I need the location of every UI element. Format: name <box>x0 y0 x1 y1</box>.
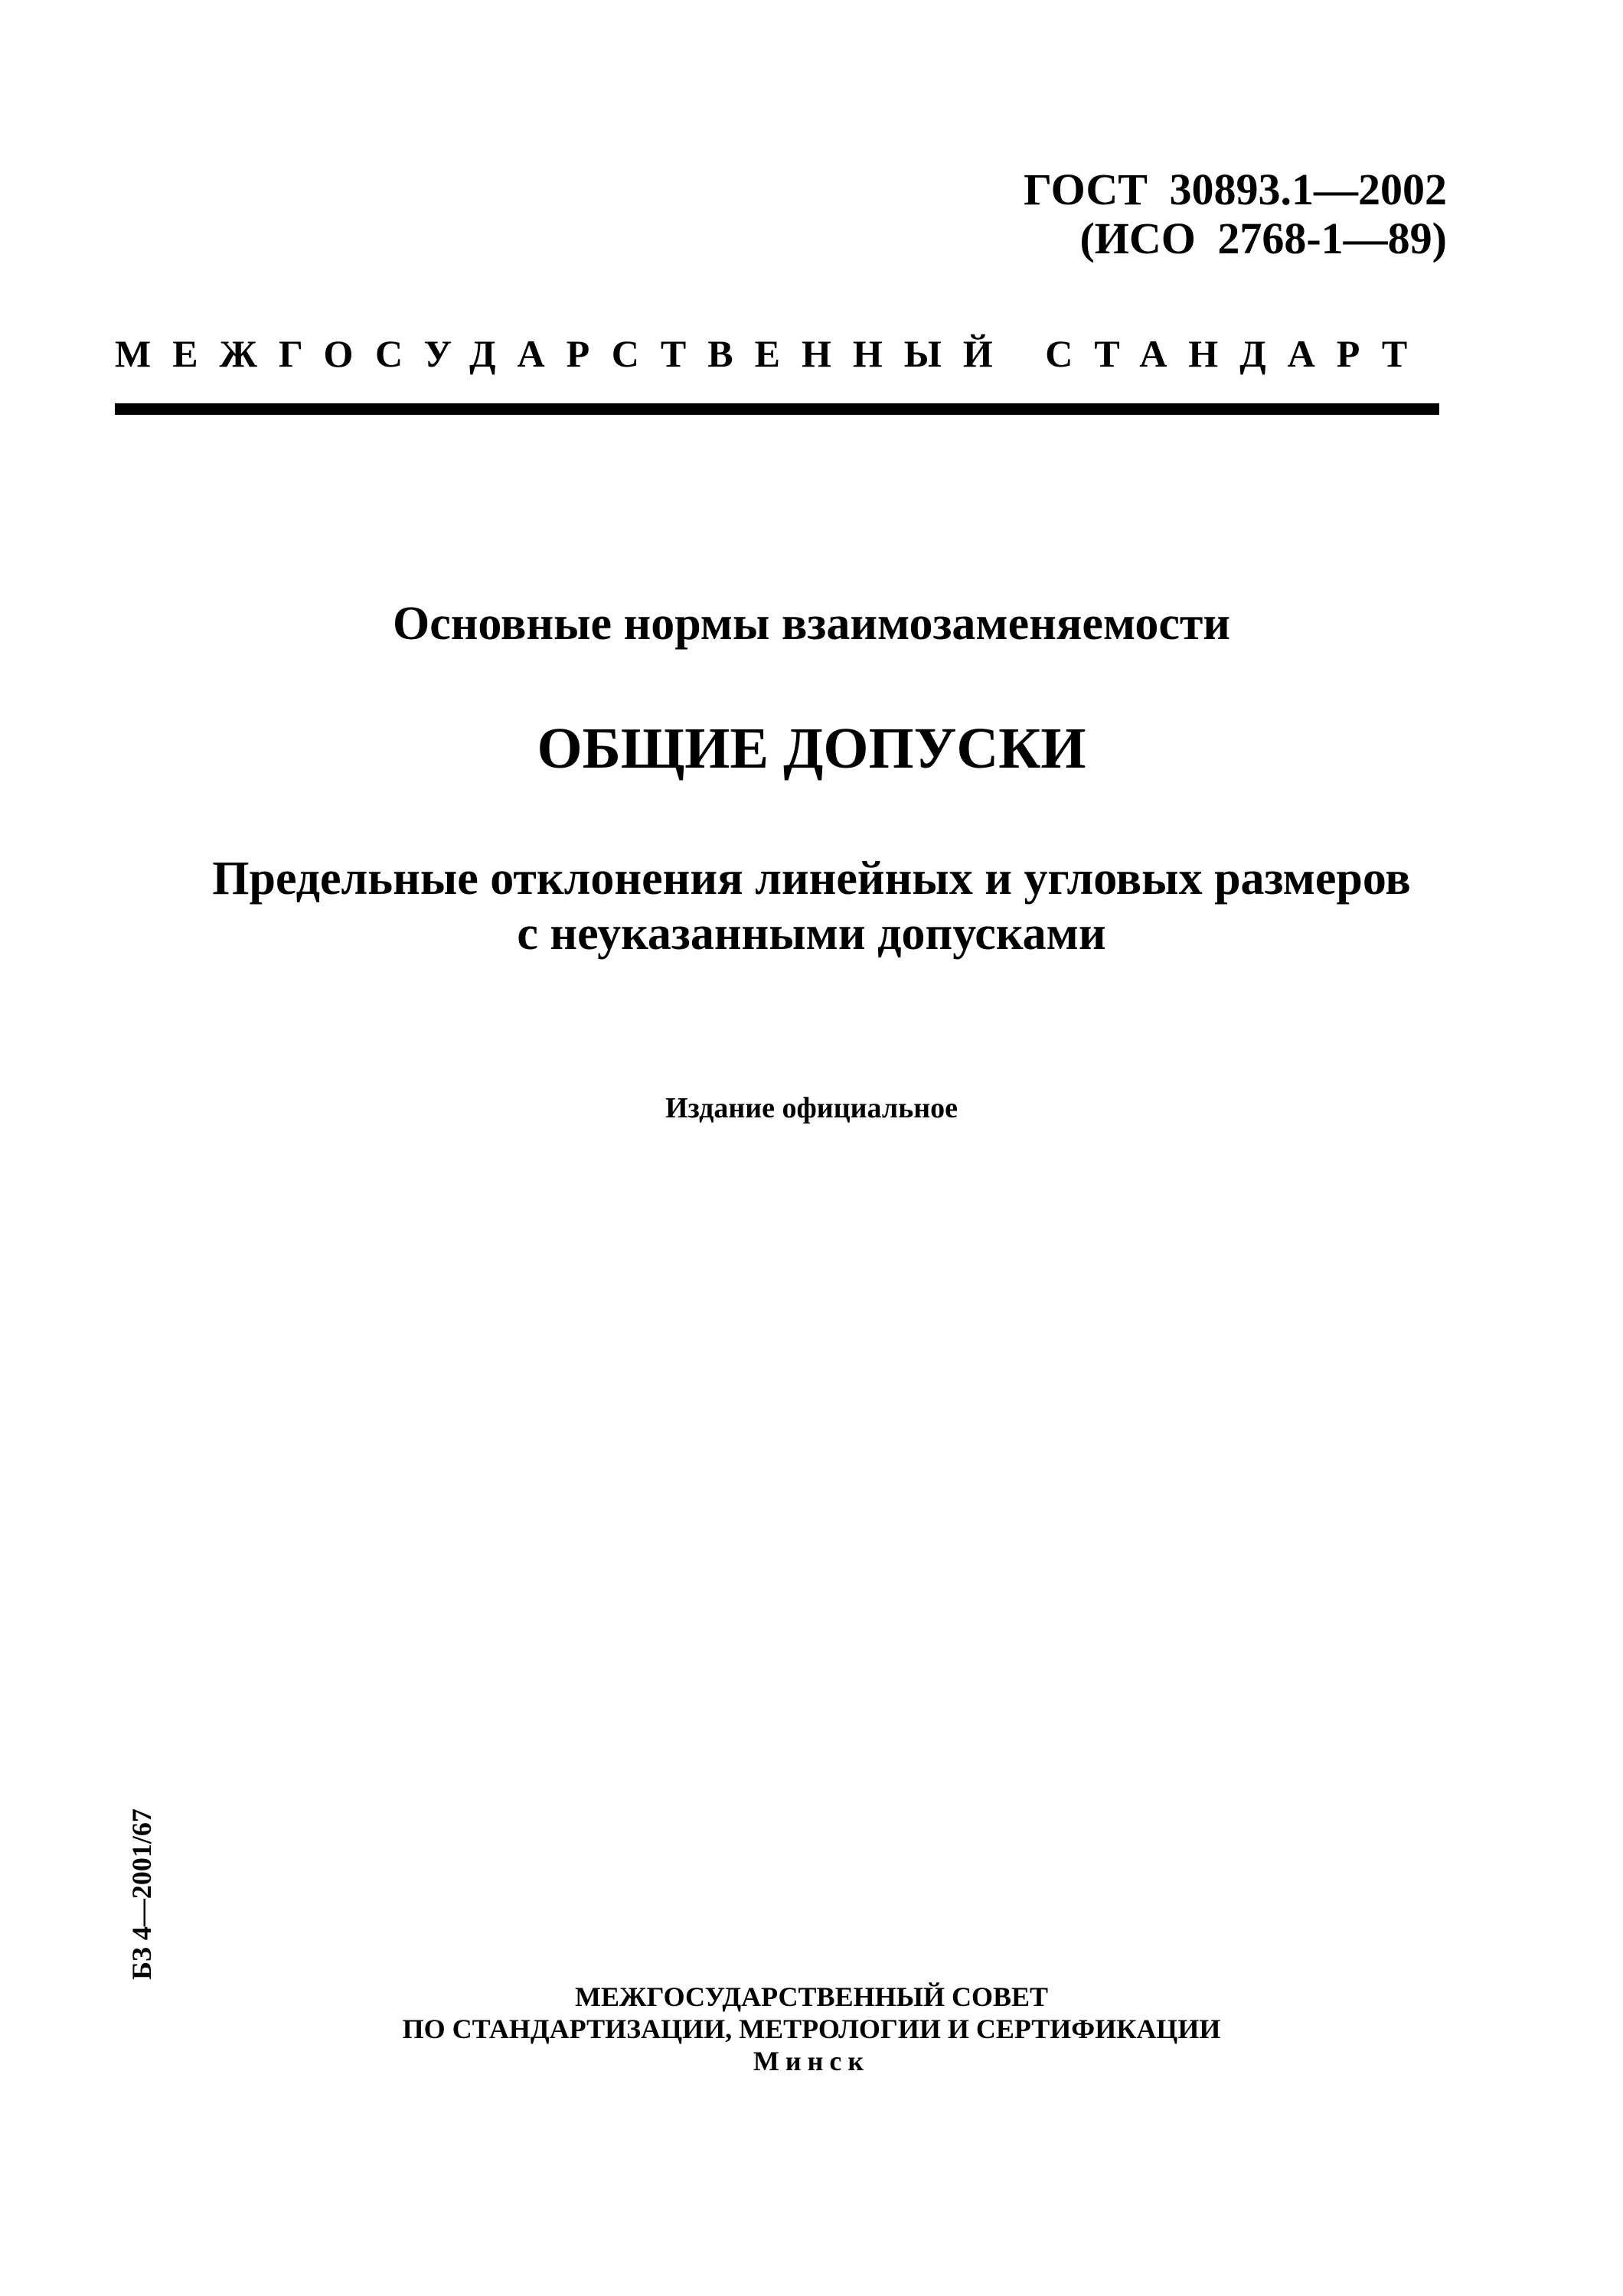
publisher-line-2: ПО СТАНДАРТИЗАЦИИ, МЕТРОЛОГИИ И СЕРТИФИКАЦИИ <box>402 2014 1221 2044</box>
publisher-block <box>0 1981 1623 2077</box>
publisher-line-1: МЕЖГОСУДАРСТВЕННЫЙ СОВЕТ <box>575 1981 1048 2012</box>
iso-code: (ИСО 2768-1—89) <box>1079 214 1447 263</box>
side-code: БЗ 4—2001/67 <box>126 1808 157 1980</box>
gost-code: ГОСТ 30893.1—2002 <box>1024 165 1447 214</box>
series-title: Основные нормы взаимозаменяемости <box>392 598 1231 650</box>
subtitle-line-2: с неуказанными допусками <box>517 908 1106 960</box>
subtitle-line-1: Предельные отклонения линейных и угловых размеров <box>212 853 1411 905</box>
edition-label: Издание официальное <box>665 1092 958 1124</box>
header-band: МЕЖГОСУДАРСТВЕННЫЙ СТАНДАРТ <box>115 332 1429 375</box>
publisher-city: Минск <box>753 2046 870 2076</box>
subtitle <box>0 851 1623 961</box>
main-title: ОБЩИЕ ДОПУСКИ <box>537 716 1086 781</box>
header-rule <box>115 403 1439 415</box>
